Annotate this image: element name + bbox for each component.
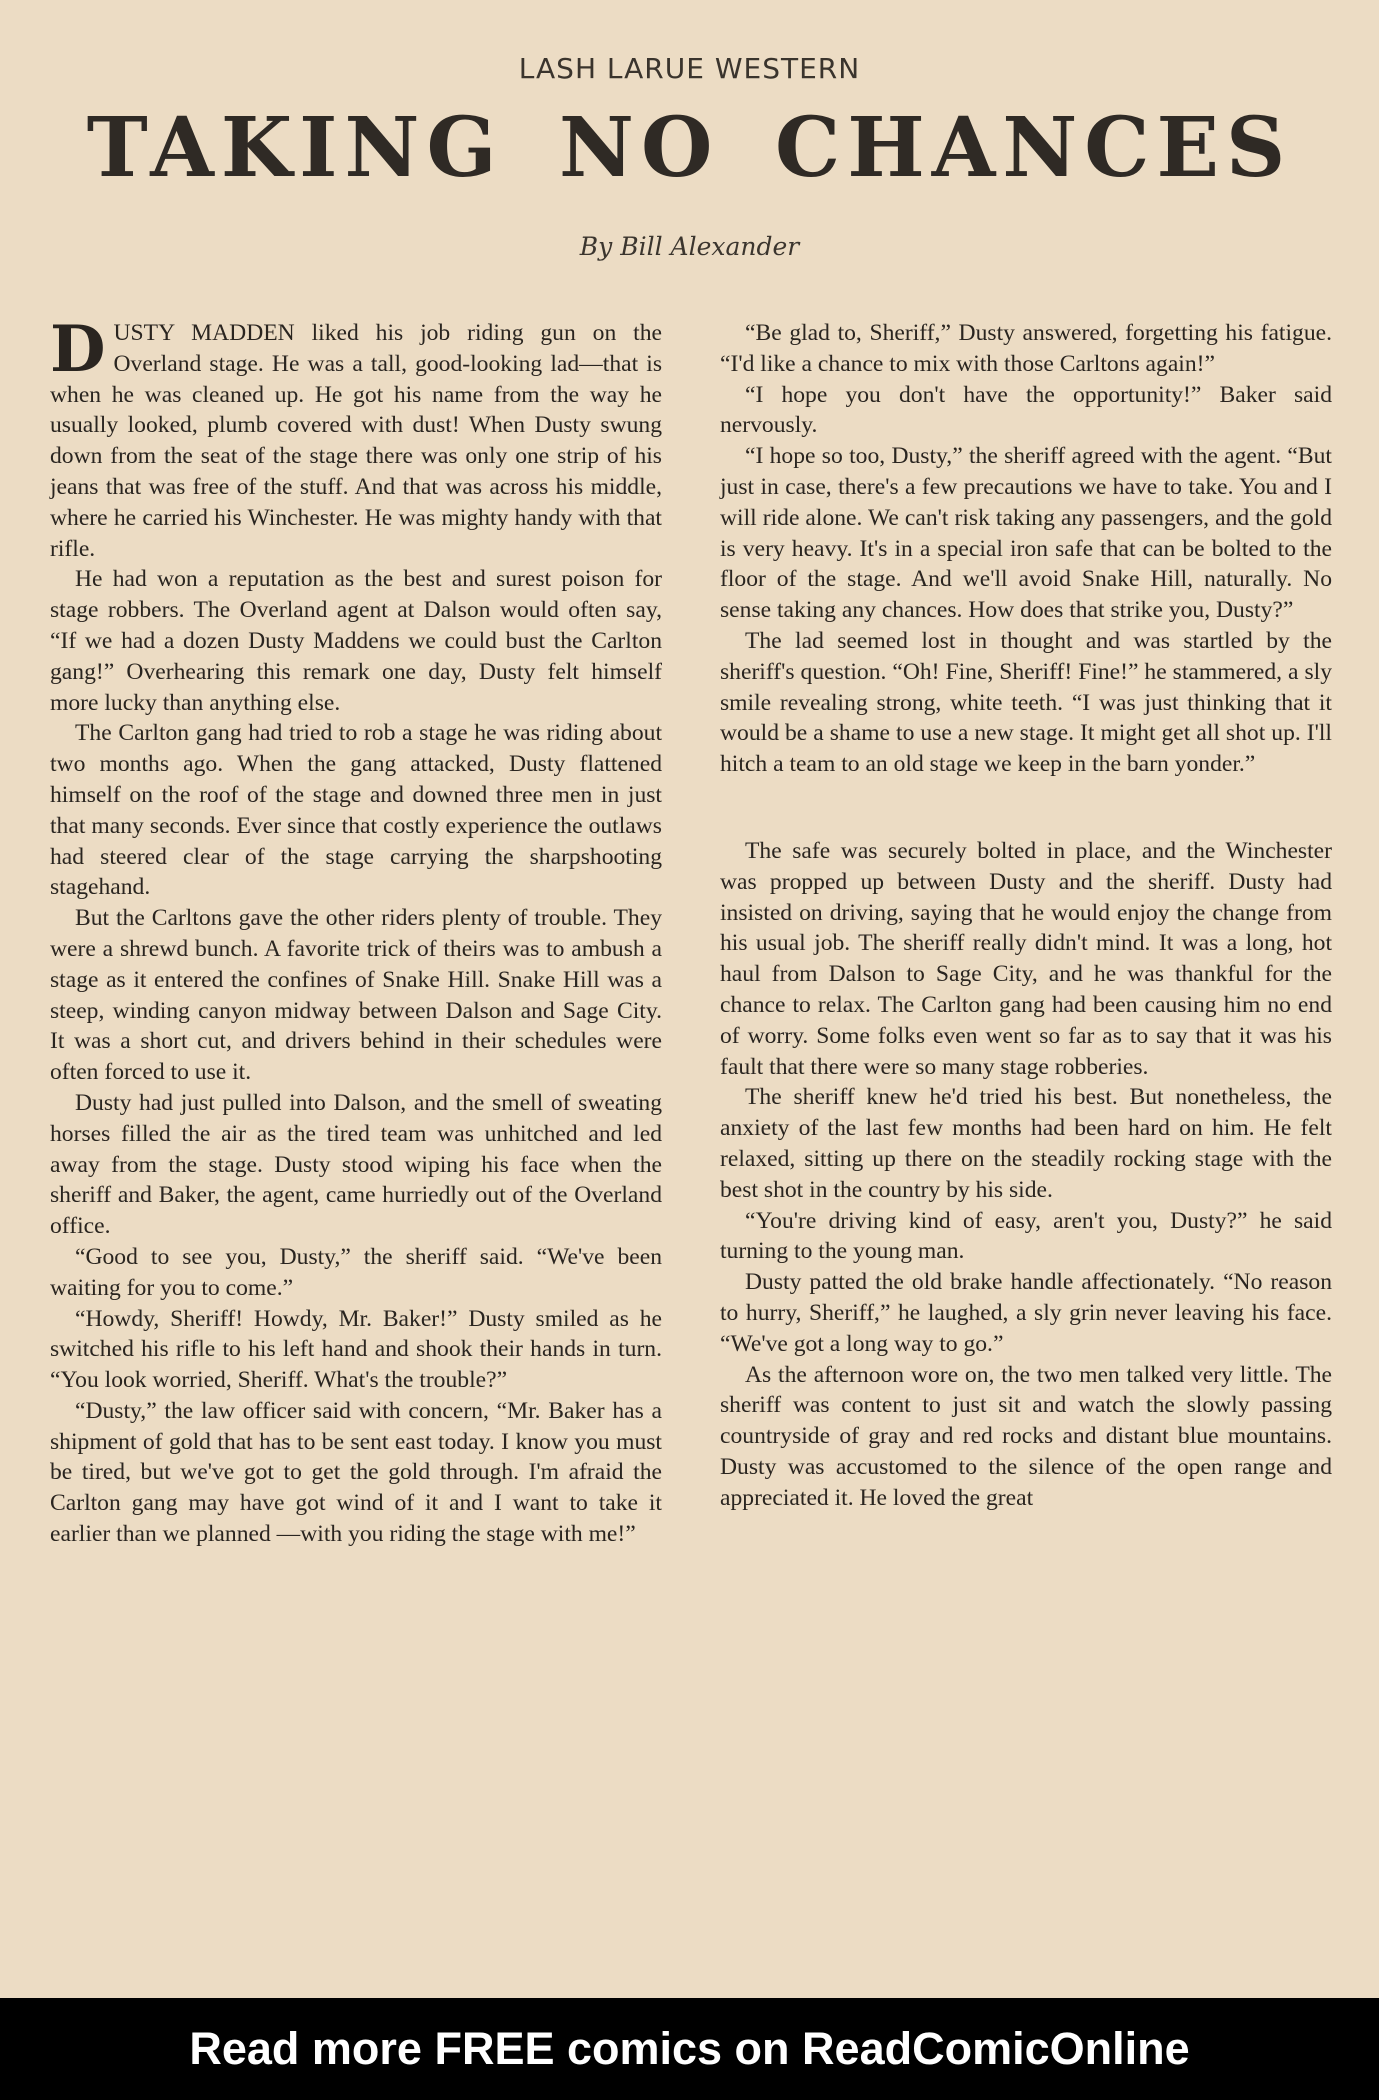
paragraph: The lad seemed lost in thought and was startled by the sheriff's question. “Oh! Fine, Sheriff! Fine!” he stammered, a sly smile revealing strong, white teeth. “I was just thinking that it would be a shame to use a new stage. It might get all shot up. I'll hitch a team to an old stage we keep in the barn yonder.” [720, 627, 1332, 778]
paragraph: But the Carltons gave the other riders plenty of trouble. They were a shrewd bunch. A favorite trick of theirs was to ambush a stage as it entered the confines of Snake Hill. Snake Hill was a steep, winding canyon midway between Dalson and Sage City. It was a short cut, and drivers behind in their schedules were often forced to use it. [50, 905, 662, 1086]
series-title: LASH LARUE WESTERN [518, 52, 861, 85]
paragraph: “Be glad to, Sheriff,” Dusty answered, forgetting his fatigue. “I'd like a chance to mix with those Carltons again!” [720, 320, 1332, 377]
paragraph: The safe was securely bolted in place, and the Winchester was propped up between Dusty and the sheriff. Dusty had insisted on driving, saying that he would enjoy the change from his usual job. The sheriff really didn't mind. It was a long, hot haul from Dalson to Sage City, and he was thankful for the chance to relax. The Carlton gang had been causing him no end of worry. Some folks even went so far as to say that it was his fault that there were so many stage robberies. [720, 837, 1332, 1080]
paragraph: DUSTY MADDEN liked his job riding gun on the Overland stage. He was a tall, good-looking lad—that is when he was cleaned up. He got his name from the way he usually looked, plumb covered with dust! When Dusty swung down from the seat of the stage there was only one strip of his jeans that was free of the stuff. And that was across his middle, where he carried his Winchester. He was mighty handy with that rifle. [50, 312, 662, 562]
paragraph: The sheriff knew he'd tried his best. But nonetheless, the anxiety of the last few months had been hard on him. He felt relaxed, sitting up there on the steadily rocking stage with the best shot in the country by his side. [720, 1084, 1332, 1203]
right-column [720, 318, 1332, 1513]
left-column [50, 312, 662, 1550]
paragraph: As the afternoon wore on, the two men talked very little. The sheriff was content to just sit and watch the slowly passing countryside of gray and red rocks and distant blue mountains. Dusty was accustomed to the silence of the open range and appreciated it. He loved the great [720, 1361, 1332, 1511]
paragraph: The Carlton gang had tried to rob a stage he was riding about two months ago. When the gang attacked, Dusty flattened himself on the roof of the stage and downed three men in just that many seconds. Ever since that costly experience the outlaws had steered clear of the stage carrying the sharpshooting stagehand. [50, 720, 662, 901]
drop-cap: D [50, 312, 106, 387]
paragraph: “Good to see you, Dusty,” the sheriff said. “We've been waiting for you to come.” [50, 1243, 662, 1301]
story-title: TAKING NO CHANCES [86, 100, 1293, 196]
paragraph: He had won a reputation as the best and surest poison for stage robbers. The Overland agent at Dalson would often say, “If we had a dozen Dusty Maddens we could bust the Carlton gang!” Overhearing this remark one day, Dusty felt himself more lucky than anything else. [50, 566, 662, 716]
paragraph: “Howdy, Sheriff! Howdy, Mr. Baker!” Dusty smiled as he switched his rifle to his left hand and shook their hands in turn. “You look worried, Sheriff. What's the trouble?” [50, 1305, 662, 1394]
byline: By Bill Alexander [579, 232, 800, 261]
section-break [720, 780, 1332, 836]
paragraph: Dusty patted the old brake handle affectionately. “No reason to hurry, Sheriff,” he laughed, a sly grin never leaving his face. “We've got a long way to go.” [720, 1269, 1332, 1357]
paragraph: “I hope so too, Dusty,” the sheriff agreed with the agent. “But just in case, there's a few precautions we have to take. You and I will ride alone. We can't risk taking any passengers, and the gold is very heavy. It's in a special iron safe that can be bolted to the floor of the stage. And we'll avoid Snake Hill, naturally. No sense taking any chances. How does that strike you, Dusty?” [720, 443, 1332, 624]
paragraph: “Dusty,” the law officer said with concern, “Mr. Baker has a shipment of gold that has to be sent east today. I know you must be tired, but we've got to get the gold through. I'm afraid the Carlton gang may have got wind of it and I want to take it earlier than we planned —with you riding the stage with me!” [50, 1397, 662, 1548]
paragraph: “I hope you don't have the opportunity!” Baker said nervously. [720, 381, 1332, 439]
paragraph: “You're driving kind of easy, aren't you, Dusty?” he said turning to the young man. [720, 1207, 1332, 1265]
paragraph: Dusty had just pulled into Dalson, and the smell of sweating horses filled the air as the tired team was unhitched and led away from the stage. Dusty stood wiping his face when the sheriff and Baker, the agent, came hurriedly out of the Overland office. [50, 1089, 662, 1240]
promo-banner: Read more FREE comics on ReadComicOnline [0, 1998, 1379, 2100]
